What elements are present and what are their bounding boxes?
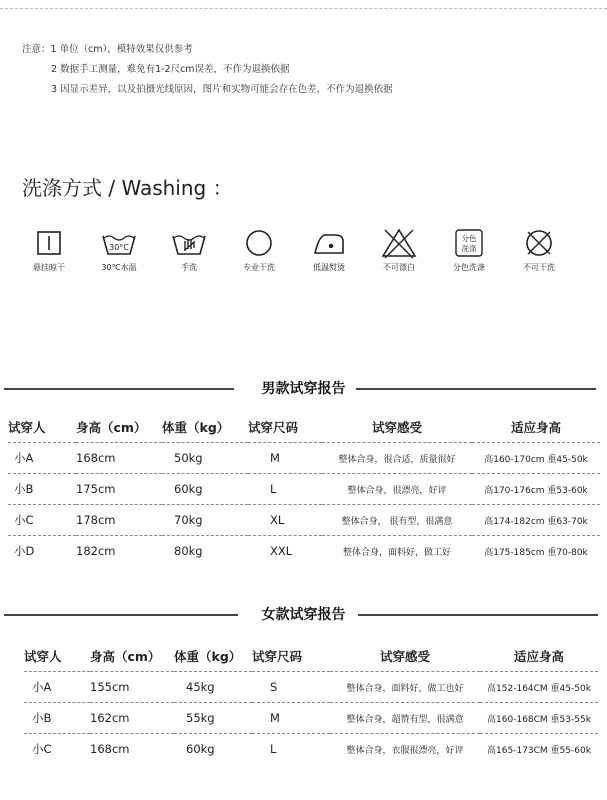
no-bleach-icon	[379, 226, 419, 260]
cell-height: 178cm	[76, 505, 162, 536]
notes-block	[22, 40, 393, 100]
wash-item-no-bleach	[364, 226, 434, 273]
col-header-height: 身高（cm）	[76, 420, 147, 435]
cell-size: XXL	[248, 536, 322, 567]
svg-text:分色: 分色	[461, 234, 477, 243]
cell-height: 168cm	[90, 734, 174, 765]
wash-30c-icon	[99, 226, 139, 260]
col-header-feel: 试穿感受	[371, 420, 422, 435]
cell-fit-range: 高170-176cm 重53-60k	[472, 474, 600, 505]
wash-item-dry-clean	[224, 226, 294, 273]
col-header-fit-range: 适应身高	[513, 649, 564, 664]
cell-feel: 整体合身，很漂亮，好评	[322, 474, 472, 505]
cell-weight: 55kg	[174, 703, 252, 734]
wash-label: 低温熨烫	[313, 263, 345, 272]
cell-person: 小B	[8, 474, 76, 505]
cell-fit-range: 高160-170cm 重45-50k	[472, 443, 600, 474]
cell-weight: 80kg	[162, 536, 248, 567]
wash-label: 分色洗涤	[453, 263, 485, 272]
cell-feel: 整体合身，面料好，做工也好	[330, 672, 480, 703]
col-header-person: 试穿人	[24, 649, 62, 664]
women-title-text: 女款试穿报告	[261, 607, 346, 623]
wash-label: 手洗	[181, 263, 197, 272]
cell-height: 175cm	[76, 474, 162, 505]
cell-fit-range: 高175-185cm 重70-80k	[472, 536, 600, 567]
hang-dry-icon	[32, 226, 66, 260]
cell-size: M	[252, 703, 330, 734]
wash-item-hang-dry	[14, 226, 84, 273]
cell-feel: 整体合身， 很有型，很满意	[322, 505, 472, 536]
cell-height: 155cm	[90, 672, 174, 703]
cell-weight: 60kg	[162, 474, 248, 505]
table-row	[24, 703, 598, 734]
wash-label: 不可漂白	[383, 263, 415, 272]
note-3: 3 因显示差异，以及拍摄光线原因，图片和实物可能会存在色差，不作为退换依据	[51, 84, 393, 95]
color-separate-icon	[452, 226, 486, 260]
cell-fit-range: 高165-173CM 重55-60k	[480, 734, 598, 765]
cell-fit-range: 高174-182cm 重63-70k	[472, 505, 600, 536]
wash-label: 专业干洗	[243, 263, 275, 272]
col-header-size: 试穿尺码	[248, 420, 299, 435]
col-header-weight: 体重（kg）	[174, 649, 242, 664]
note-1: 注意：1 单位（cm），模特效果仅供参考	[22, 44, 193, 55]
men-fit-table	[8, 412, 600, 566]
svg-text:洗涤: 洗涤	[461, 244, 477, 253]
wash-label: 不可干洗	[523, 263, 555, 272]
cell-height: 182cm	[76, 536, 162, 567]
cell-feel: 整体合身，衣服很漂亮，好评	[330, 734, 480, 765]
women-section-title	[0, 604, 607, 624]
cell-fit-range: 高152-164CM 重45-50k	[480, 672, 598, 703]
svg-text:30°C: 30°C	[109, 243, 129, 252]
cell-person: 小C	[24, 734, 90, 765]
col-header-weight: 体重（kg）	[162, 420, 230, 435]
cell-weight: 45kg	[174, 672, 252, 703]
wash-item-low-iron	[294, 226, 364, 273]
note-2: 2 数据手工测量，难免有1-2尺cm误差，不作为退换依据	[51, 64, 290, 75]
table-header-row	[24, 641, 598, 672]
cell-person: 小C	[8, 505, 76, 536]
col-header-feel: 试穿感受	[379, 649, 430, 664]
cell-fit-range: 高160-168CM 重53-55k	[480, 703, 598, 734]
cell-person: 小D	[8, 536, 76, 567]
cell-height: 168cm	[76, 443, 162, 474]
wash-label: 悬挂晾干	[33, 263, 65, 272]
col-header-height: 身高（cm）	[90, 649, 161, 664]
cell-size: L	[248, 474, 322, 505]
cell-weight: 60kg	[174, 734, 252, 765]
title-rule-right	[358, 614, 598, 616]
cell-feel: 整体合身，很合适，质量很好	[322, 443, 472, 474]
table-row	[8, 443, 600, 474]
col-header-fit-range: 适应身高	[510, 420, 561, 435]
cell-person: 小B	[24, 703, 90, 734]
table-header-row	[8, 412, 600, 443]
cell-person: 小A	[24, 672, 90, 703]
dry-clean-icon	[242, 226, 276, 260]
cell-weight: 50kg	[162, 443, 248, 474]
cell-feel: 整体合身，超赞有型，很满意	[330, 703, 480, 734]
hand-wash-icon	[169, 226, 209, 260]
low-iron-icon	[309, 226, 349, 260]
cell-person: 小A	[8, 443, 76, 474]
wash-item-30c	[84, 226, 154, 273]
washing-title: 洗涤方式 / Washing ：	[22, 176, 233, 200]
cell-size: L	[252, 734, 330, 765]
cell-height: 162cm	[90, 703, 174, 734]
wash-label: 30℃水温	[101, 263, 137, 272]
cell-size: M	[248, 443, 322, 474]
wash-item-color-separate	[434, 226, 504, 273]
cell-size: S	[252, 672, 330, 703]
table-row	[8, 474, 600, 505]
table-row	[24, 672, 598, 703]
no-dry-clean-icon	[522, 226, 556, 260]
top-dashed-divider	[0, 8, 607, 9]
table-row	[8, 536, 600, 567]
cell-weight: 70kg	[162, 505, 248, 536]
men-section-title	[0, 378, 607, 398]
men-title-text: 男款试穿报告	[261, 381, 346, 397]
table-row	[8, 505, 600, 536]
wash-item-hand	[154, 226, 224, 273]
wash-item-no-dry-clean	[504, 226, 574, 273]
cell-feel: 整体合身，面料好，做工好	[322, 536, 472, 567]
col-header-person: 试穿人	[8, 420, 46, 435]
table-row	[24, 734, 598, 765]
washing-icons-row	[14, 226, 574, 282]
title-rule-right	[356, 388, 596, 390]
col-header-size: 试穿尺码	[252, 649, 303, 664]
women-fit-table	[24, 641, 598, 764]
cell-size: XL	[248, 505, 322, 536]
